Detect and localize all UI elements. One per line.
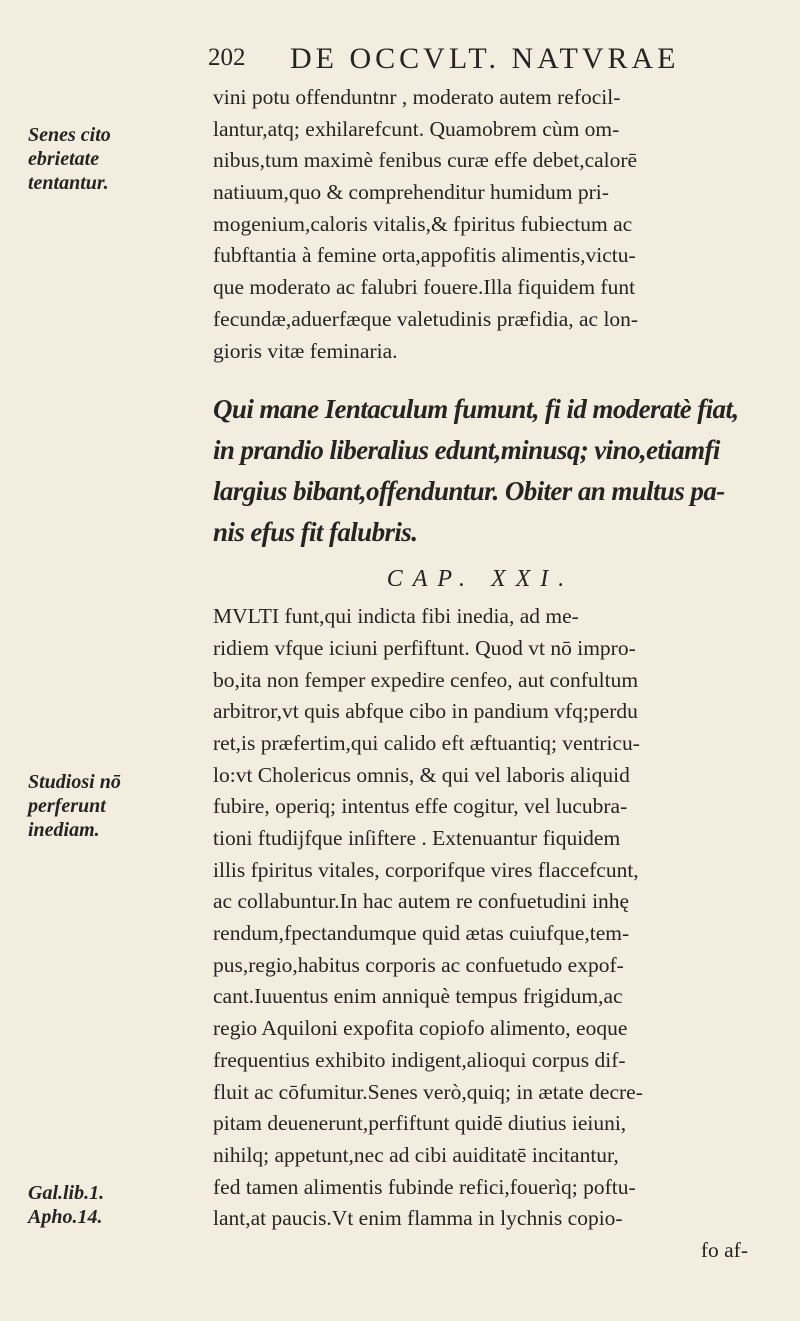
text-line: illis fpiritus vitales, corporifque vires flaccefcunt,	[213, 857, 639, 882]
text-line: fecundæ,aduerfæque valetudinis præfidia, ac lon-	[213, 306, 639, 331]
summary-line: nis efus fit falubris.	[213, 517, 418, 548]
text-line: rendum,fpectandumque quid ætas cuiufque,tem-	[213, 921, 630, 946]
marginal-line: Apho.14.	[28, 1206, 103, 1228]
page-header	[208, 42, 768, 82]
marginal-line: Senes cito	[28, 124, 111, 146]
text-line: ridiem vfque iciuni perfiftunt. Quod vt nō impro-	[213, 635, 636, 660]
text-line: mogenium,caloris vitalis,& fpiritus fubiectum ac	[213, 211, 633, 236]
marginal-note-citation	[28, 1181, 104, 1229]
text-line: fed tamen alimentis fubinde refici,fouerìq; poftu-	[213, 1174, 636, 1199]
marginal-line: inediam.	[28, 819, 100, 841]
text-line: fubire, operiq; intentus effe cogitur, vel lucubra-	[213, 794, 628, 819]
summary-line: largius bibant,offenduntur. Obiter an multus pa-	[213, 476, 725, 507]
text-line: nihilq; appetunt,nec ad cibi auiditatē incitantur,	[213, 1142, 619, 1167]
text-line: lantur,atq; exhilarefcunt. Quamobrem cùm om-	[213, 116, 620, 141]
catchword: fo af-	[700, 1237, 748, 1262]
text-line: natiuum,quo & comprehenditur humidum pri-	[213, 180, 609, 205]
text-line: nibus,tum maximè fenibus curæ effe debet,calorē	[213, 148, 638, 173]
text-line: ac collabuntur.In hac autem re confuetudini inhę	[213, 889, 630, 914]
marginal-note-senes	[28, 123, 111, 195]
text-line: lo:vt Cholericus omnis, & qui vel laboris aliquid	[213, 762, 630, 787]
chapter-heading: CAP. XXI.	[386, 566, 575, 593]
text-line: fubftantia à femine orta,appofitis alimentis,victu-	[213, 243, 636, 268]
marginal-line: tentantur.	[28, 172, 109, 194]
marginal-line: perferunt	[28, 795, 106, 817]
text-line: ret,is præfertim,qui calido eft æftuantiq; ventricu-	[213, 730, 640, 755]
summary-line: in prandio liberalius edunt,minusq; vino,etiamfi	[213, 435, 720, 466]
summary-line: Qui mane Ientaculum fumunt, fi id moderatè fiat,	[213, 394, 739, 425]
marginal-line: ebrietate	[28, 148, 100, 170]
chapter-summary	[213, 389, 778, 553]
text-line: gioris vitæ feminaria.	[213, 338, 398, 363]
paragraph-1	[213, 82, 778, 367]
text-line: bo,ita non femper expedire cenfeo, aut confultum	[213, 667, 639, 692]
text-line: regio Aquiloni expofita copiofo alimento, eoque	[213, 1016, 628, 1041]
paragraph-2	[213, 601, 778, 1266]
text-line: arbitror,vt quis abfque cibo in pandium vfq;perdu	[213, 699, 638, 724]
marginal-note-studiosi	[28, 770, 121, 842]
text-body	[213, 82, 778, 1267]
text-line: lant,at paucis.Vt enim flamma in lychnis copio-	[213, 1206, 623, 1231]
running-title: DE OCCVLT. NATVRAE	[290, 42, 680, 75]
text-line: pus,regio,habitus corporis ac confuetudo expof-	[213, 952, 624, 977]
text-line: pitam deuenerunt,perfiftunt quidē diutius ieiuni,	[213, 1111, 627, 1136]
text-line: fluit ac cōfumitur.Senes verò,quiq; in ætate decre-	[213, 1079, 643, 1104]
text-line: tioni ftudijfque inſiftere . Extenuantur fiquidem	[213, 826, 621, 850]
text-line: que moderato ac falubri fouere.Illa fiquidem funt	[213, 275, 636, 300]
marginal-line: Gal.lib.1.	[28, 1182, 105, 1204]
text-line: MVLTI funt,qui indicta fibi inedia, ad me-	[213, 604, 579, 629]
text-line: cant.Iuuentus enim anniquè tempus frigidum,ac	[213, 984, 623, 1009]
text-line: frequentius exhibito indigent,alioqui corpus dif-	[213, 1047, 626, 1072]
marginal-line: Studiosi nō	[28, 771, 121, 793]
text-line: vini potu offenduntnr , moderato autem refocil-	[213, 85, 621, 109]
page-number: 202	[208, 44, 246, 71]
